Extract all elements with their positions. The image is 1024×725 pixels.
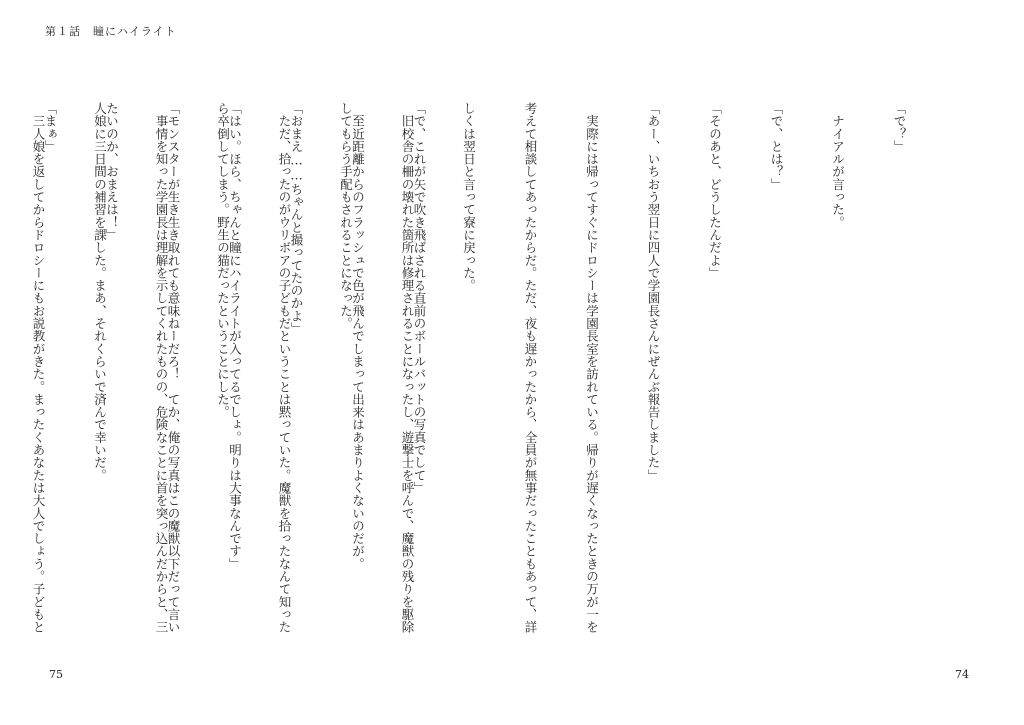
text-line: 「まぁ」 xyxy=(43,102,58,153)
text-line: しくは翌日と言って寮に戻った。 xyxy=(461,102,477,292)
page-number-left: 75 xyxy=(49,668,63,681)
text-line: 「で、とは？」 xyxy=(769,102,784,191)
text-line: してもらう手配もされることになった。 xyxy=(338,102,354,330)
text-line: 旧校舎の柵の壊れた箇所は修理されることになったし、遊撃士を呼んで、魔獣の残りを駆除 xyxy=(400,102,415,634)
left-page-text xyxy=(43,102,470,652)
text-line: 考えて相談してあったからだ。ただ、夜も遅かったから、全員が無事だったこともあって、詳 xyxy=(523,102,538,634)
text-line: 事情を知った学園長は理解を示してくれたものの、危険なことに首を突っ込んだからと、三 xyxy=(154,102,169,634)
chapter-header: 第１話 瞳にハイライト xyxy=(45,25,177,38)
text-line: 至近距離からのフラッシュで色が飛んでしまって出来はあまりよくないのだが。 xyxy=(350,102,366,571)
text-line: 三人娘を返してからドロシーにもお説教がきた。まったくあなたは大人でしょう。子どもと xyxy=(31,102,46,634)
text-line: ただ、拾ったのがウリボアの子どもだということは黙っていた。魔獣を拾ったなんて知った xyxy=(277,102,292,634)
text-line: 「あー、いちおう翌日に四人で学園長さんにぜんぶ報告しました」 xyxy=(646,102,661,482)
text-line: 「そのあと、どうしたんだよ」 xyxy=(707,102,723,280)
text-line: 「おまえ……ちゃんと撮ってたのかよ」 xyxy=(289,102,304,335)
text-line: ら卒倒してしまう。野生の猫だったということにした。 xyxy=(215,102,231,419)
text-line: ナイアルが言った。 xyxy=(830,102,846,229)
text-line: 「で、これが矢で吹き飛ばされる直前のボールバットの写真でして」 xyxy=(412,102,427,495)
text-line: 「はい。ほら、ちゃんと瞳にハイライトが入ってるでしょ。明りは大事なんです」 xyxy=(227,102,243,571)
text-line: 「で？」 xyxy=(892,102,907,153)
text-line: 人娘に三日間の補習を課した。まあ、それくらいで済んで幸いだ。 xyxy=(92,102,108,482)
page-number-right: 74 xyxy=(955,668,969,681)
text-line: 「モンスターが生き生き取れても意味ねーだろ！ てか、俺の写真はこの魔獣以下だって言い xyxy=(166,102,181,634)
text-line: たいのか、おまえは！」 xyxy=(104,102,120,242)
text-line: 実際には帰ってすぐにドロシーは学園長室を訪れている。帰りが遅くなったときの万が一を xyxy=(584,102,600,634)
